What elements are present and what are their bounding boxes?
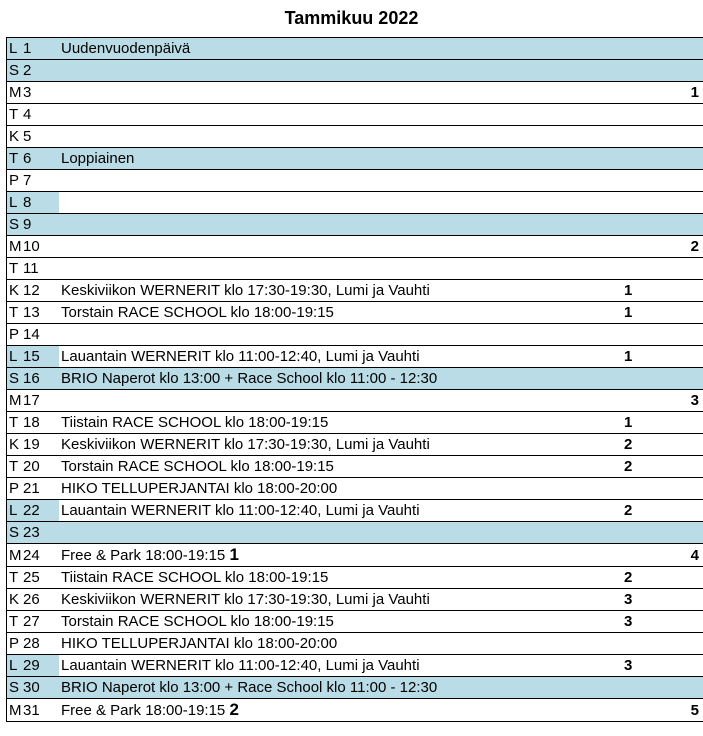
- weekday-letter: S: [9, 370, 20, 387]
- event-count: [624, 82, 669, 104]
- week-number: 4: [669, 544, 703, 567]
- event-text: HIKO TELLUPERJANTAI klo 18:00-20:00: [61, 635, 338, 652]
- event-count: 2: [624, 456, 669, 478]
- day-cell: [7, 567, 60, 589]
- event-cell: [59, 38, 624, 60]
- day-number: 28: [23, 635, 40, 652]
- day-number: 22: [23, 502, 40, 519]
- event-cell: [59, 280, 624, 302]
- event-count: 3: [624, 611, 669, 633]
- day-number: 20: [23, 458, 40, 475]
- week-number: 5: [669, 699, 703, 722]
- week-number: [669, 324, 703, 346]
- event-count: [624, 633, 669, 655]
- event-cell: [59, 655, 624, 677]
- event-cell: [59, 589, 624, 611]
- event-text: Keskiviikon WERNERIT klo 17:30-19:30, Lumi ja Vauhti: [61, 282, 430, 299]
- event-count: [624, 522, 669, 544]
- weekday-letter: L: [9, 194, 18, 211]
- day-number: 30: [23, 679, 40, 696]
- event-cell: [59, 324, 624, 346]
- calendar-row: [7, 82, 703, 104]
- calendar-row: [7, 522, 703, 544]
- day-number: 27: [23, 613, 40, 630]
- calendar-row: [7, 589, 703, 611]
- week-number: [669, 567, 703, 589]
- calendar-row: [7, 368, 703, 390]
- calendar-row: [7, 412, 703, 434]
- calendar-row: [7, 390, 703, 412]
- weekday-letter: L: [9, 657, 18, 674]
- weekday-letter: M: [9, 238, 22, 255]
- day-number: 13: [23, 304, 40, 321]
- calendar-row: [7, 324, 703, 346]
- calendar-row: [7, 148, 703, 170]
- day-cell: [7, 589, 60, 611]
- week-number: [669, 589, 703, 611]
- event-count: [624, 699, 669, 722]
- week-number: [669, 677, 703, 699]
- day-cell: [7, 500, 60, 522]
- event-count: [624, 478, 669, 500]
- calendar-row: [7, 544, 703, 567]
- day-cell: [7, 699, 60, 722]
- event-count: 2: [624, 434, 669, 456]
- calendar-row: [7, 611, 703, 633]
- day-cell: [7, 82, 60, 104]
- day-cell: [7, 677, 60, 699]
- event-text: BRIO Naperot klo 13:00 + Race School klo 11:00 - 12:30: [61, 370, 438, 387]
- week-number: [669, 434, 703, 456]
- event-count: [624, 677, 669, 699]
- calendar-row: [7, 699, 703, 722]
- day-cell: [7, 324, 60, 346]
- weekday-letter: K: [9, 128, 20, 145]
- day-number: 23: [23, 524, 40, 541]
- calendar-row: [7, 192, 703, 214]
- event-text: Torstain RACE SCHOOL klo 18:00-19:15: [61, 613, 334, 630]
- event-text: Keskiviikon WERNERIT klo 17:30-19:30, Lumi ja Vauhti: [61, 436, 430, 453]
- day-number: 4: [23, 106, 32, 123]
- week-number: [669, 60, 703, 82]
- event-count: [624, 192, 669, 214]
- day-cell: [7, 214, 60, 236]
- week-number: [669, 633, 703, 655]
- week-number: [669, 170, 703, 192]
- weekday-letter: T: [9, 260, 19, 277]
- day-cell: [7, 280, 60, 302]
- weekday-letter: S: [9, 62, 20, 79]
- day-cell: [7, 170, 60, 192]
- event-count: [624, 544, 669, 567]
- calendar-row: [7, 302, 703, 324]
- event-cell: [59, 456, 624, 478]
- weekday-letter: T: [9, 150, 19, 167]
- event-cell: [59, 170, 624, 192]
- calendar-row: [7, 478, 703, 500]
- day-number: 29: [23, 657, 40, 674]
- week-number: [669, 302, 703, 324]
- day-number: 31: [23, 701, 40, 719]
- week-number: 3: [669, 390, 703, 412]
- weekday-letter: L: [9, 40, 18, 57]
- event-text: Free & Park 18:00-19:15: [61, 702, 226, 719]
- event-count: 3: [624, 655, 669, 677]
- event-inline-count: 1: [229, 545, 239, 564]
- weekday-letter: L: [9, 348, 18, 365]
- day-number: 7: [23, 172, 32, 189]
- event-text: Tiistain RACE SCHOOL klo 18:00-19:15: [61, 414, 329, 431]
- day-number: 2: [23, 62, 32, 79]
- weekday-letter: P: [9, 635, 20, 652]
- event-count: 1: [624, 302, 669, 324]
- day-cell: [7, 522, 60, 544]
- day-cell: [7, 302, 60, 324]
- day-cell: [7, 456, 60, 478]
- event-text: Free & Park 18:00-19:15: [61, 547, 226, 564]
- day-number: 3: [23, 84, 32, 101]
- event-count: [624, 104, 669, 126]
- event-cell: [59, 346, 624, 368]
- day-number: 19: [23, 436, 40, 453]
- weekday-letter: P: [9, 172, 20, 189]
- event-cell: [59, 148, 624, 170]
- week-number: [669, 38, 703, 60]
- day-number: 26: [23, 591, 40, 608]
- calendar-row: [7, 500, 703, 522]
- calendar-row: [7, 434, 703, 456]
- weekday-letter: T: [9, 414, 19, 431]
- week-number: 2: [669, 236, 703, 258]
- event-cell: [59, 500, 624, 522]
- event-count: [624, 214, 669, 236]
- week-number: [669, 192, 703, 214]
- event-text: Uudenvuodenpäivä: [61, 40, 191, 57]
- page-title: Tammikuu 2022: [284, 8, 419, 28]
- event-cell: [59, 82, 624, 104]
- day-cell: [7, 236, 60, 258]
- day-cell: [7, 633, 60, 655]
- event-count: [624, 324, 669, 346]
- day-number: 9: [23, 216, 32, 233]
- weekday-letter: S: [9, 679, 20, 696]
- day-number: 14: [23, 326, 40, 343]
- weekday-letter: T: [9, 458, 19, 475]
- event-cell: [59, 302, 624, 324]
- event-cell: [59, 478, 624, 500]
- event-cell: [59, 236, 624, 258]
- day-cell: [7, 60, 60, 82]
- day-number: 21: [23, 480, 40, 497]
- day-cell: [7, 544, 60, 567]
- event-text: Loppiainen: [61, 150, 135, 167]
- calendar-row: [7, 677, 703, 699]
- weekday-letter: S: [9, 216, 20, 233]
- calendar-row: [7, 38, 703, 60]
- event-text: Keskiviikon WERNERIT klo 17:30-19:30, Lumi ja Vauhti: [61, 591, 430, 608]
- event-inline-count: 2: [229, 700, 239, 719]
- weekday-letter: P: [9, 326, 20, 343]
- week-number: [669, 611, 703, 633]
- event-cell: [59, 699, 624, 722]
- calendar-row: [7, 170, 703, 192]
- weekday-letter: K: [9, 436, 20, 453]
- event-text: Lauantain WERNERIT klo 11:00-12:40, Lumi ja Vauhti: [61, 657, 420, 674]
- weekday-letter: T: [9, 569, 19, 586]
- calendar-row: [7, 126, 703, 148]
- weekday-letter: M: [9, 546, 22, 564]
- day-number: 25: [23, 569, 40, 586]
- weekday-letter: M: [9, 392, 22, 409]
- day-cell: [7, 346, 60, 368]
- day-number: 12: [23, 282, 40, 299]
- day-cell: [7, 655, 60, 677]
- day-cell: [7, 412, 60, 434]
- event-text: Lauantain WERNERIT klo 11:00-12:40, Lumi ja Vauhti: [61, 502, 420, 519]
- week-number: [669, 214, 703, 236]
- day-number: 6: [23, 150, 32, 167]
- weekday-letter: L: [9, 502, 18, 519]
- calendar-body: [7, 38, 703, 722]
- calendar-row: [7, 280, 703, 302]
- calendar-row: [7, 214, 703, 236]
- day-cell: [7, 148, 60, 170]
- day-cell: [7, 368, 60, 390]
- calendar-row: [7, 258, 703, 280]
- week-number: [669, 148, 703, 170]
- event-cell: [59, 258, 624, 280]
- event-cell: [59, 60, 624, 82]
- event-count: 1: [624, 346, 669, 368]
- event-cell: [59, 544, 624, 567]
- day-cell: [7, 192, 60, 214]
- weekday-letter: K: [9, 282, 20, 299]
- week-number: [669, 522, 703, 544]
- calendar-row: [7, 104, 703, 126]
- event-cell: [59, 567, 624, 589]
- day-cell: [7, 478, 60, 500]
- day-number: 8: [23, 194, 32, 211]
- event-text: HIKO TELLUPERJANTAI klo 18:00-20:00: [61, 480, 338, 497]
- calendar-row: [7, 456, 703, 478]
- weekday-letter: S: [9, 524, 20, 541]
- day-number: 17: [23, 392, 40, 409]
- week-number: [669, 258, 703, 280]
- event-text: Tiistain RACE SCHOOL klo 18:00-19:15: [61, 569, 329, 586]
- event-count: 2: [624, 567, 669, 589]
- calendar-row: [7, 655, 703, 677]
- weekday-letter: M: [9, 84, 22, 101]
- calendar-table: [6, 37, 703, 722]
- event-count: 1: [624, 280, 669, 302]
- event-count: [624, 170, 669, 192]
- day-cell: [7, 390, 60, 412]
- event-cell: [59, 633, 624, 655]
- weekday-letter: T: [9, 304, 19, 321]
- event-cell: [59, 126, 624, 148]
- event-cell: [59, 412, 624, 434]
- event-text: BRIO Naperot klo 13:00 + Race School klo 11:00 - 12:30: [61, 679, 438, 696]
- event-count: [624, 148, 669, 170]
- week-number: [669, 368, 703, 390]
- week-number: 1: [669, 82, 703, 104]
- event-count: [624, 258, 669, 280]
- event-count: [624, 390, 669, 412]
- event-cell: [59, 611, 624, 633]
- day-cell: [7, 434, 60, 456]
- event-cell: [59, 192, 624, 214]
- week-number: [669, 126, 703, 148]
- week-number: [669, 280, 703, 302]
- calendar-row: [7, 346, 703, 368]
- event-count: [624, 38, 669, 60]
- week-number: [669, 478, 703, 500]
- event-cell: [59, 522, 624, 544]
- weekday-letter: M: [9, 701, 22, 719]
- week-number: [669, 500, 703, 522]
- week-number: [669, 412, 703, 434]
- event-count: [624, 60, 669, 82]
- event-count: [624, 126, 669, 148]
- calendar-row: [7, 236, 703, 258]
- event-cell: [59, 677, 624, 699]
- day-cell: [7, 126, 60, 148]
- day-number: 15: [23, 348, 40, 365]
- event-text: Lauantain WERNERIT klo 11:00-12:40, Lumi ja Vauhti: [61, 348, 420, 365]
- event-cell: [59, 104, 624, 126]
- event-cell: [59, 214, 624, 236]
- day-cell: [7, 104, 60, 126]
- event-text: Torstain RACE SCHOOL klo 18:00-19:15: [61, 458, 334, 475]
- day-cell: [7, 611, 60, 633]
- calendar-row: [7, 633, 703, 655]
- week-number: [669, 104, 703, 126]
- event-count: [624, 236, 669, 258]
- day-number: 16: [23, 370, 40, 387]
- event-cell: [59, 390, 624, 412]
- weekday-letter: T: [9, 613, 19, 630]
- day-cell: [7, 258, 60, 280]
- day-number: 24: [23, 546, 40, 564]
- event-cell: [59, 368, 624, 390]
- event-count: 1: [624, 412, 669, 434]
- day-cell: [7, 38, 60, 60]
- week-number: [669, 456, 703, 478]
- day-number: 5: [23, 128, 32, 145]
- weekday-letter: K: [9, 591, 20, 608]
- calendar-row: [7, 60, 703, 82]
- event-count: 2: [624, 500, 669, 522]
- weekday-letter: P: [9, 480, 20, 497]
- calendar-row: [7, 567, 703, 589]
- week-number: [669, 655, 703, 677]
- day-number: 11: [23, 260, 39, 277]
- day-number: 18: [23, 414, 40, 431]
- week-number: [669, 346, 703, 368]
- event-cell: [59, 434, 624, 456]
- day-number: 10: [23, 238, 40, 255]
- event-count: 3: [624, 589, 669, 611]
- day-number: 1: [23, 40, 32, 57]
- event-text: Torstain RACE SCHOOL klo 18:00-19:15: [61, 304, 334, 321]
- event-count: [624, 368, 669, 390]
- weekday-letter: T: [9, 106, 19, 123]
